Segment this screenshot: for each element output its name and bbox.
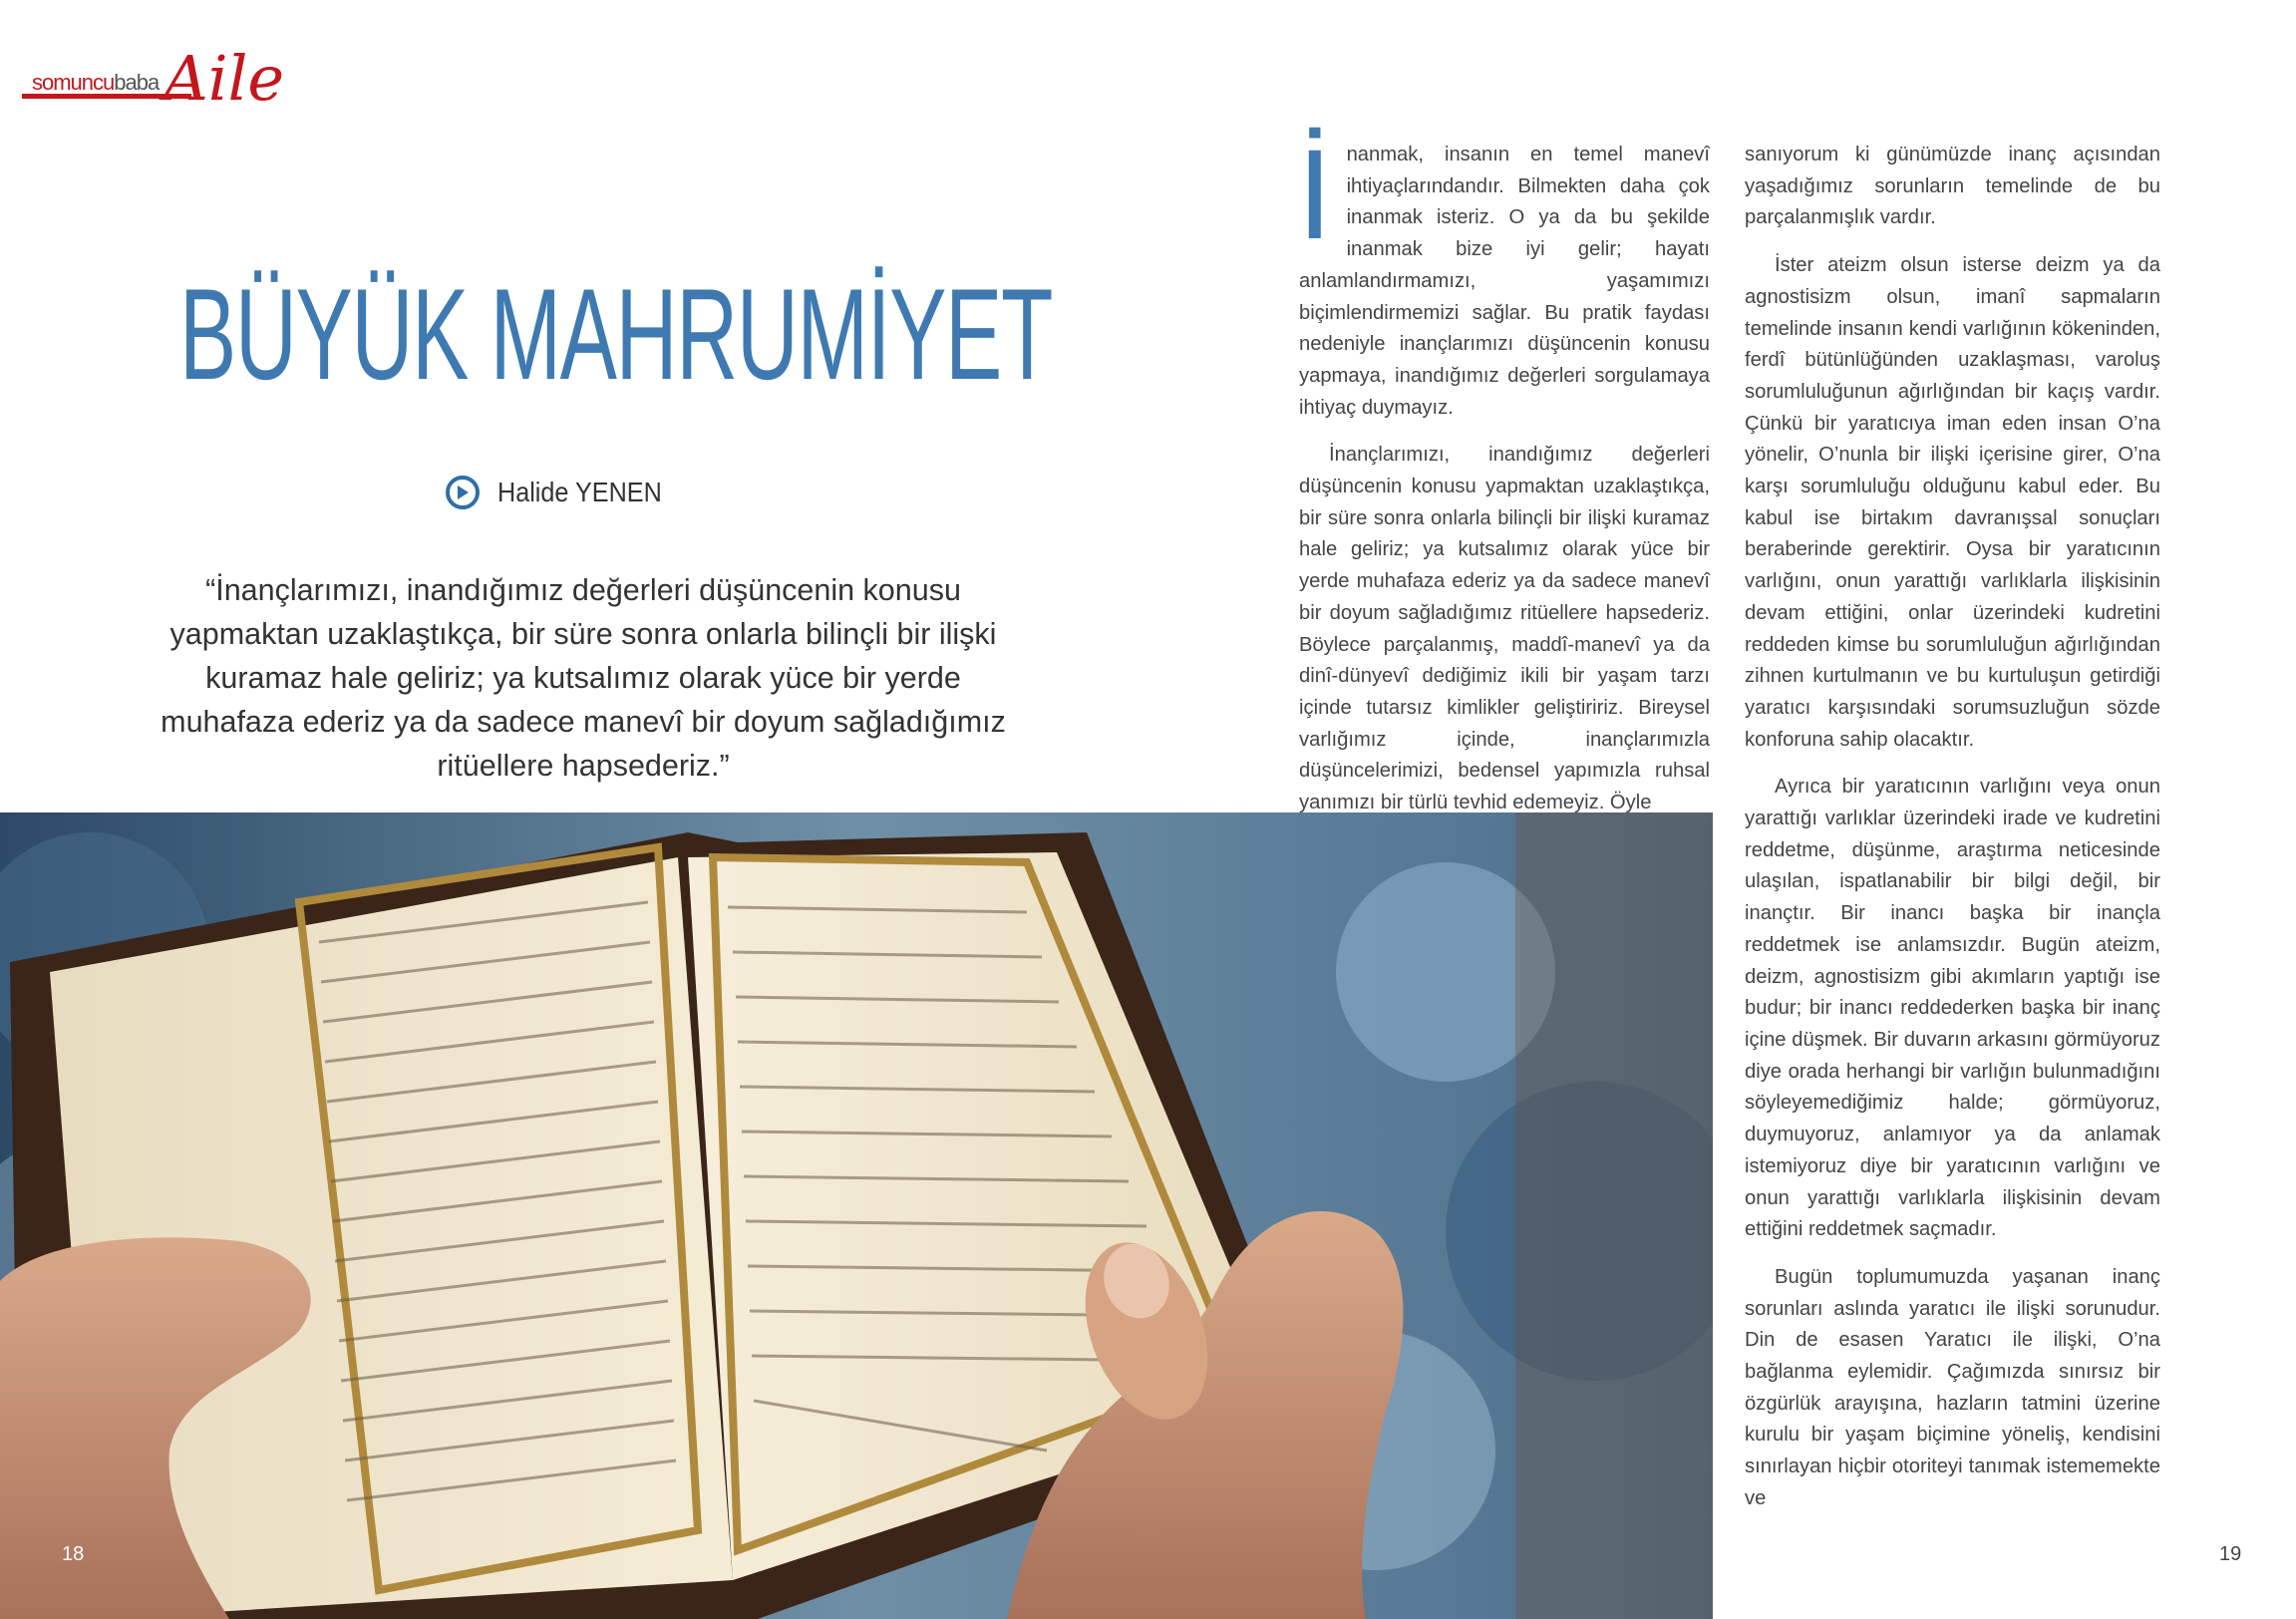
body-paragraph: İnançlarımızı, inandığımız değerleri düşüncenin konusu yapmaktan uzaklaştıkça, bir süre sonra onlarla bilinçli bir ilişki kuramaz hale geliriz; ya kutsalımız olarak yüce bir yerde muhafaza ederiz ya da sadece manevî bir doyum sağladığımız ritüellere hapsederiz. Böylece parçalanmış, maddî-manevî ya da dinî-dünyevî dediğimiz ikili bir yaşam tarzı içinde tutarsız kimlikler geliştiririz. Bireysel varlığımız içinde, inançlarımızla düşüncelerimizi, bedensel yapımızla ruhsal yanımızı bir türlü tevhid edemeyiz. Öyle bbox=[1299, 444, 1710, 814]
logo-brand-part1: somuncu bbox=[32, 70, 115, 95]
logo-brand bbox=[32, 70, 159, 96]
body-column-2 bbox=[1745, 140, 2160, 1515]
play-circle-icon bbox=[446, 476, 480, 509]
page-number-left: 18 bbox=[62, 1543, 85, 1565]
body-paragraph: sanıyorum ki günümüzde inanç açısından yaşadığımız sorunların temelinde de bu parçalanmışlık vardır. bbox=[1745, 144, 2160, 229]
body-paragraph: Ayrıca bir yaratıcının varlığını veya onun yarattığı varlıklar üzerindeki irade ve kudretini reddetme, düşünme, araştırma neticesinde ulaşılan, ispatlanabilir bir bilgi değil, bir inançtır. Bir inancı başka bir inançla reddetmek ise anlamsızdır. Bugün ateizm, deizm, agnostisizm gibi akımların yaptığı ise budur; bir inancı reddederken başka bir inanç içine düşmek. Bir duvarın arkasını görmüyoruz diye orada herhangi bir varlığın bulunmadığını söyleyemediğimiz halde; görmüyoruz, duymuyoruz, anlamıyor ya da anlamak istemiyoruz diye bir yaratıcının varlığını ve onun yarattığı varlıklarla ilişkisinin devam ettiğini reddetmek saçmadır. bbox=[1745, 776, 2160, 1241]
author-byline bbox=[446, 473, 680, 512]
author-name: Halide YENEN bbox=[497, 477, 662, 507]
drop-cap: İ bbox=[1297, 124, 1333, 266]
magazine-logo bbox=[22, 42, 285, 115]
body-paragraph: İster ateizm olsun isterse deizm ya da agnostisizm olsun, imanî sapmaların temelinde insanın kendi varlığının kökeninden, ferdî bütünlüğünden uzaklaşması, varoluş sorumluluğunun ağırlığından bir kaçış vardır. Çünkü bir yaratıcıya iman eden insan O’na yönelir, O’nunla bir ilişki içerisine girer, O’na karşı sorumluluğu olduğunu kabul eder. Bu kabul ise birtakım davranışsal sonuçları beraberinde gerektirir. Oysa bir yaratıcının varlığını, onun yarattığı varlıklarla ilişkisinin devam ettiğini, onlar üzerindeki kudretini reddeden kimse bu sorumluluğun ağırlığından zihnen kurtulmanın ve bu kurtuluşun getirdiği yaratıcı karşısındaki sorumsuzluğun sözde konforuna sahip olacaktır. bbox=[1745, 254, 2160, 751]
quran-photo bbox=[0, 812, 1713, 1619]
section-label: Aile bbox=[164, 42, 285, 115]
body-paragraph bbox=[1297, 124, 1710, 424]
quran-photo-illustration bbox=[0, 812, 1713, 1619]
page-number-right: 19 bbox=[2219, 1543, 2242, 1565]
paragraph-text: nanmak, insanın en temel manevî ihtiyaçlarındandır. Bilmekten daha çok inanmak isteriz. O ya da bu şekilde inanmak bize iyi gelir; hayatı anlamlandırmamızı, yaşamımızı biçimlendirmemizi sağlar. Bu pratik faydası nedeniyle inançlarımızı düşüncenin konusu yapmaya, inandığımız değerleri sorgulamaya ihtiyaç duymayız. bbox=[1299, 144, 1710, 419]
body-paragraph: Bugün toplumumuzda yaşanan inanç sorunları aslında yaratıcı ile ilişki sorunudur. Din de esasen Yaratıcı ile ilişki, O’na bağlanma eylemidir. Çağımızda sınırsız bir özgürlük arayışına, hazların tatmini üzerine kurulu bir yaşam biçimine yöneliş, kendisini sınırlayan hiçbir otoriteyi tanımak istememekte ve bbox=[1745, 1265, 2160, 1509]
pull-quote: “İnançlarımızı, inandığımız değerleri düşüncenin konusu yapmaktan uzaklaştıkça, bir süre sonra onlarla bilinçli bir ilişki kuramaz hale geliriz; ya kutsalımız olarak yüce bir yerde muhafaza ederiz ya da sadece manevî bir doyum sağladığımız ritüellere hapsederiz.” bbox=[161, 573, 1006, 783]
logo-brand-part2: baba bbox=[114, 70, 160, 95]
body-column-1 bbox=[1297, 124, 1710, 819]
article-title: BÜYÜK MAHRUMİYET bbox=[179, 261, 1053, 407]
